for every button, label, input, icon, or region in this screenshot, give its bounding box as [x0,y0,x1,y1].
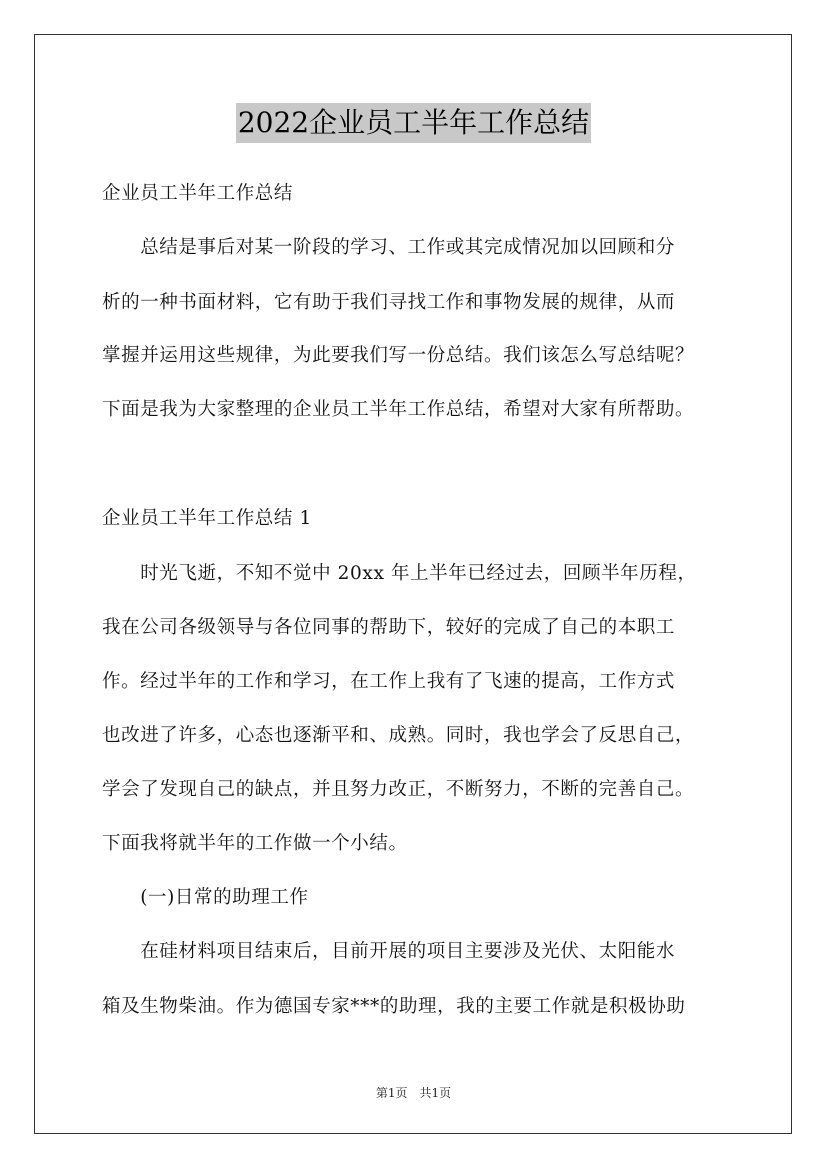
text-line: 析的一种书面材料，它有助于我们寻找工作和事物发展的规律，从而 [102,292,676,313]
document-title: 2022企业员工半年工作总结 [236,103,591,143]
text-line: 箱及生物柴油。作为德国专家***的助理，我的主要工作就是积极协助 [102,996,686,1017]
text-line: 作。经过半年的工作和学习，在工作上我有了飞速的提高，工作方式 [102,671,676,692]
text-line: 我在公司各级领导与各位同事的帮助下，较好的完成了自己的本职工 [102,617,676,638]
text-line: 下面我将就半年的工作做一个小结。 [102,833,408,854]
text-line: 掌握并运用这些规律，为此要我们写一份总结。我们该怎么写总结呢？ [102,345,695,366]
text-line: 总结是事后对某一阶段的学习、工作或其完成情况加以回顾和分 [102,237,676,258]
text-line: 企业员工半年工作总结 [102,183,294,204]
text-line: 也改进了许多，心态也逐渐平和、成熟。同时，我也学会了反思自己， [102,725,695,746]
text-line: 企业员工半年工作总结 1 [102,508,312,529]
title-container [0,103,827,143]
text-line: 学会了发现自己的缺点，并且努力改正，不断努力，不断的完善自己。 [102,779,695,800]
text-line: 时光飞逝，不知不觉中 20xx 年上半年已经过去，回顾半年历程， [102,563,697,584]
text-line: 在硅材料项目结束后，目前开展的项目主要涉及光伏、太阳能水 [102,941,676,962]
text-line: (一)日常的助理工作 [102,887,309,908]
text-line: 下面是我为大家整理的企业员工半年工作总结，希望对大家有所帮助。 [102,399,695,420]
page-footer: 第1页 共1页 [375,1086,452,1100]
